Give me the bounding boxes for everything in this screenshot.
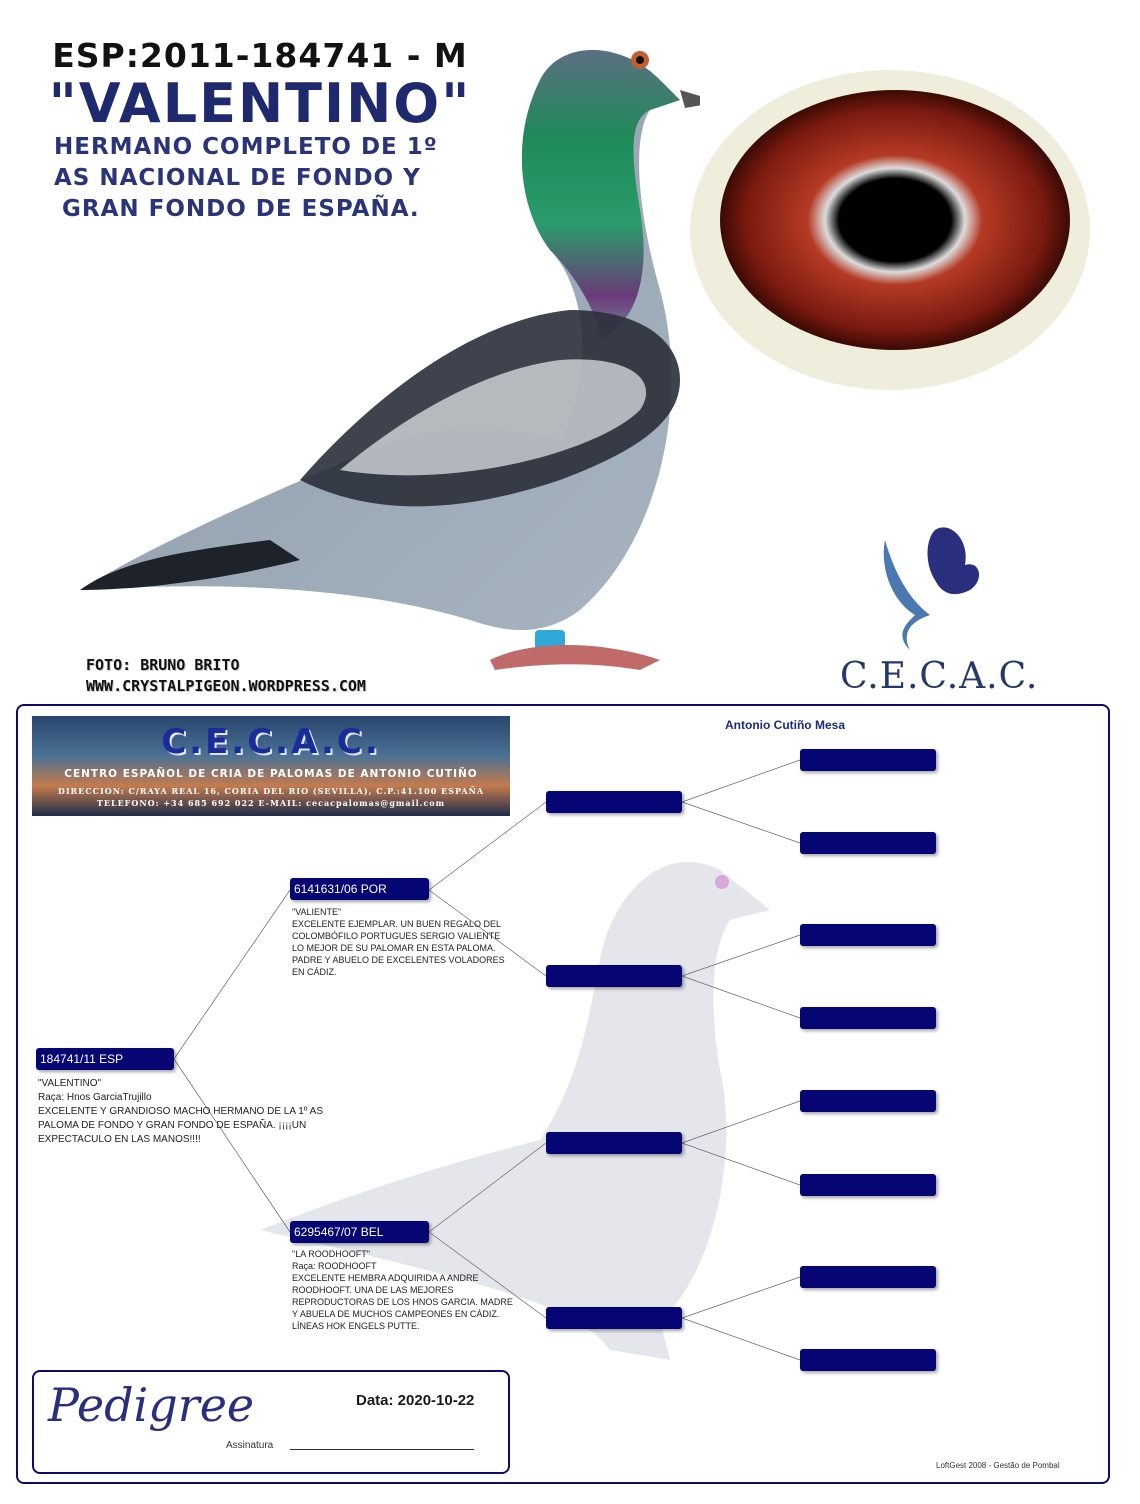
- subject-ring-box: [36, 1048, 174, 1070]
- great-grandparent-box: [800, 749, 936, 771]
- subject-description: "VALENTINO" Raça: Hnos GarciaTrujillo EXCELENTE Y GRANDIOSO MACHO HERMANO DE LA 1º AS PALOMA DE FONDO Y GRAN FONDO DE ESPAÑA. ¡¡¡¡UN EXPECTACULO EN LAS MANOS!!!!: [38, 1078, 324, 1145]
- ring-number-title: ESP:2011-184741 - M: [52, 36, 468, 75]
- dam-description: "LA ROODHOOFT" Raça: ROODHOOFT EXCELENTE HEMBRA ADQUIRIDA A ANDRE ROODHOOFT. UNA DE LAS MEJORES REPRODUCTORAS DE LOS HNOS GARCIA. MADRE Y ABUELA DE MUCHOS CAMPEONES EN CÁDIZ. LÍNEAS HOK ENGELS PUTTE.: [292, 1249, 513, 1331]
- owner-name: Antonio Cutiño Mesa: [725, 718, 845, 732]
- sire-ring-box: [290, 878, 429, 900]
- great-grandparent-box: [800, 832, 936, 854]
- great-grandparent-box: [800, 1349, 936, 1371]
- grandparent-box: [546, 965, 682, 987]
- signature-label: Assinatura: [226, 1440, 274, 1451]
- banner-address: DIRECCION: C/RAYA REAL 16, CORIA DEL RIO (SEVILLA), C.P.:41.100 ESPAÑA: [57, 786, 485, 796]
- grandparent-box: [546, 791, 682, 813]
- grandparent-box: [546, 1307, 682, 1329]
- photographer-name: BRUNO BRITO: [140, 656, 240, 674]
- subtitle-line-3: GRAN FONDO DE ESPAÑA.: [62, 196, 420, 222]
- subject-ring: 184741/11 ESP: [40, 1052, 124, 1066]
- banner-title: C.E.C.A.C.: [161, 722, 381, 762]
- pigeon-name-title: "VALENTINO": [48, 72, 472, 135]
- signature-line: [290, 1449, 474, 1450]
- dam-ring: 6295467/07 BEL: [294, 1225, 384, 1239]
- photo-credit-url: WWW.CRYSTALPIGEON.WORDPRESS.COM: [86, 677, 366, 695]
- grandparent-box: [546, 1132, 682, 1154]
- dam-ring-box: [290, 1221, 429, 1243]
- great-grandparent-box: [800, 1174, 936, 1196]
- great-grandparent-box: [800, 1266, 936, 1288]
- cecac-logo-text: C.E.C.A.C.: [840, 656, 1039, 697]
- sire-description: "VALIENTE" EXCELENTE EJEMPLAR. UN BUEN REGALO DEL COLOMBÓFILO PORTUGUES SERGIO VALIENTE LO MEJOR DE SU PALOMAR EN ESTA PALOMA. PADRE Y ABUELO DE EXCELENTES VOLADORES EN CÁDIZ.: [292, 907, 505, 977]
- pedigree-date: Data: 2020-10-22: [356, 1392, 475, 1409]
- banner-subtitle: CENTRO ESPAÑOL DE CRIA DE PALOMAS DE ANTONIO CUTIÑO: [64, 768, 478, 780]
- banner-contact: TELEFONO: +34 685 692 022 E-MAIL: cecacpalomas@gmail.com: [96, 798, 446, 808]
- pedigree-script-title: Pedigree: [48, 1378, 255, 1432]
- subtitle-line-2: AS NACIONAL DE FONDO Y: [54, 165, 421, 191]
- great-grandparent-box: [800, 1007, 936, 1029]
- subtitle-line-1: HERMANO COMPLETO DE 1º: [54, 134, 438, 160]
- photo-credit-label: FOTO:: [86, 656, 141, 674]
- software-credit: LoftGest 2008 - Gestão de Pombal: [936, 1461, 1060, 1470]
- great-grandparent-box: [800, 924, 936, 946]
- sire-ring: 6141631/06 POR: [294, 882, 387, 896]
- great-grandparent-box: [800, 1090, 936, 1112]
